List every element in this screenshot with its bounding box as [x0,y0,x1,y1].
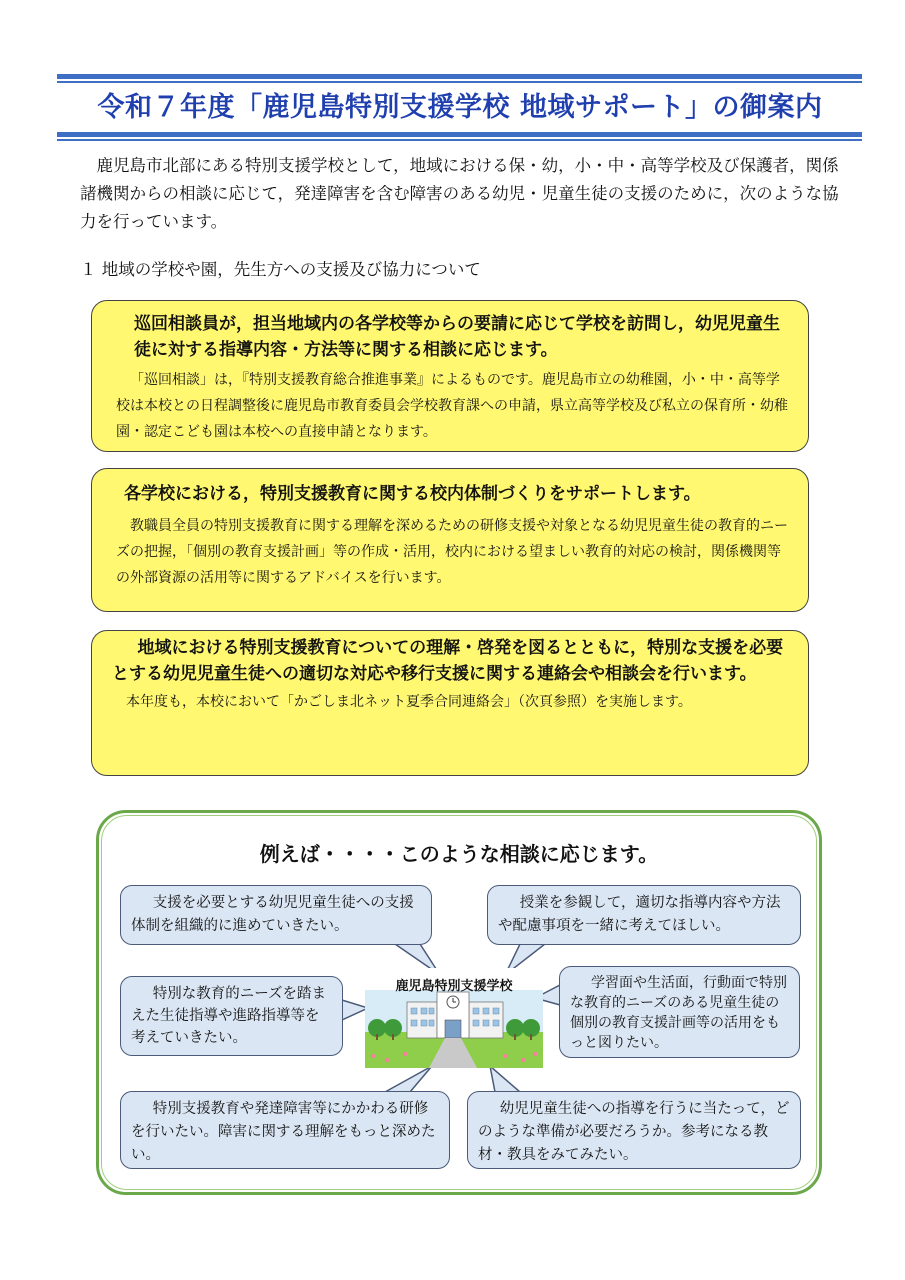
example-bubble-5: 特別支援教育や発達障害等にかかわる研修を行いたい。障害に関する理解をもっと深めたい。 [120,1091,450,1169]
support-box-1-detail: 「巡回相談」は，『特別支援教育総合推進事業』によるものです。鹿児島市立の幼稚園，小・中・高等学校は本校との日程調整後に鹿児島市教育委員会学校教育課への申請，県立高等学校及び私立の保育所・幼稚園・認定こども園は本校への直接申請となります。 [116,372,788,440]
examples-title: 例えば・・・・このような相談に応じます。 [259,842,659,866]
support-box-2-lead: 各学校における，特別支援教育に関する校内体制づくりをサポートします。 [124,484,701,504]
section-heading-1: １ 地域の学校や園，先生方への支援及び協力について [80,260,481,279]
example-bubble-3: 特別な教育的ニーズを踏まえた生徒指導や進路指導等を考えていきたい。 [120,976,343,1056]
example-bubble-1: 支援を必要とする幼児児童生徒への支援体制を組織的に進めていきたい。 [120,885,432,945]
intro-paragraph: 鹿児島市北部にある特別支援学校として，地域における保・幼，小・中・高等学校及び保護者，関係諸機関からの相談に応じて，発達障害を含む障害のある幼児・児童生徒の支援のために，次のような協力を行っています。 [80,156,839,231]
support-box-2-detail: 教職員全員の特別支援教育に関する理解を深めるための研修支援や対象となる幼児児童生徒の教育的ニーズの把握，「個別の教育支援計画」等の作成・活用，校内における望ましい教育的対応の検討，関係機関等の外部資源の活用等に関するアドバイスを行います。 [116,518,788,586]
pointer-6 [490,1066,520,1092]
school-label: 鹿児島特別支援学校 [395,979,513,994]
pointer-5 [385,1066,432,1092]
example-bubble-4: 学習面や生活面，行動面で特別な教育的ニーズのある児童生徒の個別の教育支援計画等の活用をもっと図りたい。 [559,966,800,1058]
support-box-1-lead: 巡回相談員が，担当地域内の各学校等からの要請に応じて学校を訪問し，幼児児童生徒に対する指導内容・方法等に関する相談に応じます。 [134,314,780,360]
example-bubble-6: 幼児児童生徒への指導を行うに当たって，どのような準備が必要だろうか。参考になる教材・教具をみてみたい。 [467,1091,801,1169]
entrance-door [445,1020,461,1038]
support-box-3-lead: 地域における特別支援教育についての理解・啓発を図るとともに，特別な支援を必要とする幼児児童生徒への適切な対応や移行支援に関する連絡会や相談会を行います。 [112,638,784,684]
page-title: 令和７年度「鹿児島特別支援学校 地域サポート」の御案内 [97,92,823,123]
support-box-3-detail: 本年度も，本校において「かごしま北ネット夏季合同連絡会」（次頁参照）を実施します。 [126,694,692,710]
example-bubble-2: 授業を参観して，適切な指導内容や方法や配慮事項を一緒に考えてほしい。 [487,885,801,945]
